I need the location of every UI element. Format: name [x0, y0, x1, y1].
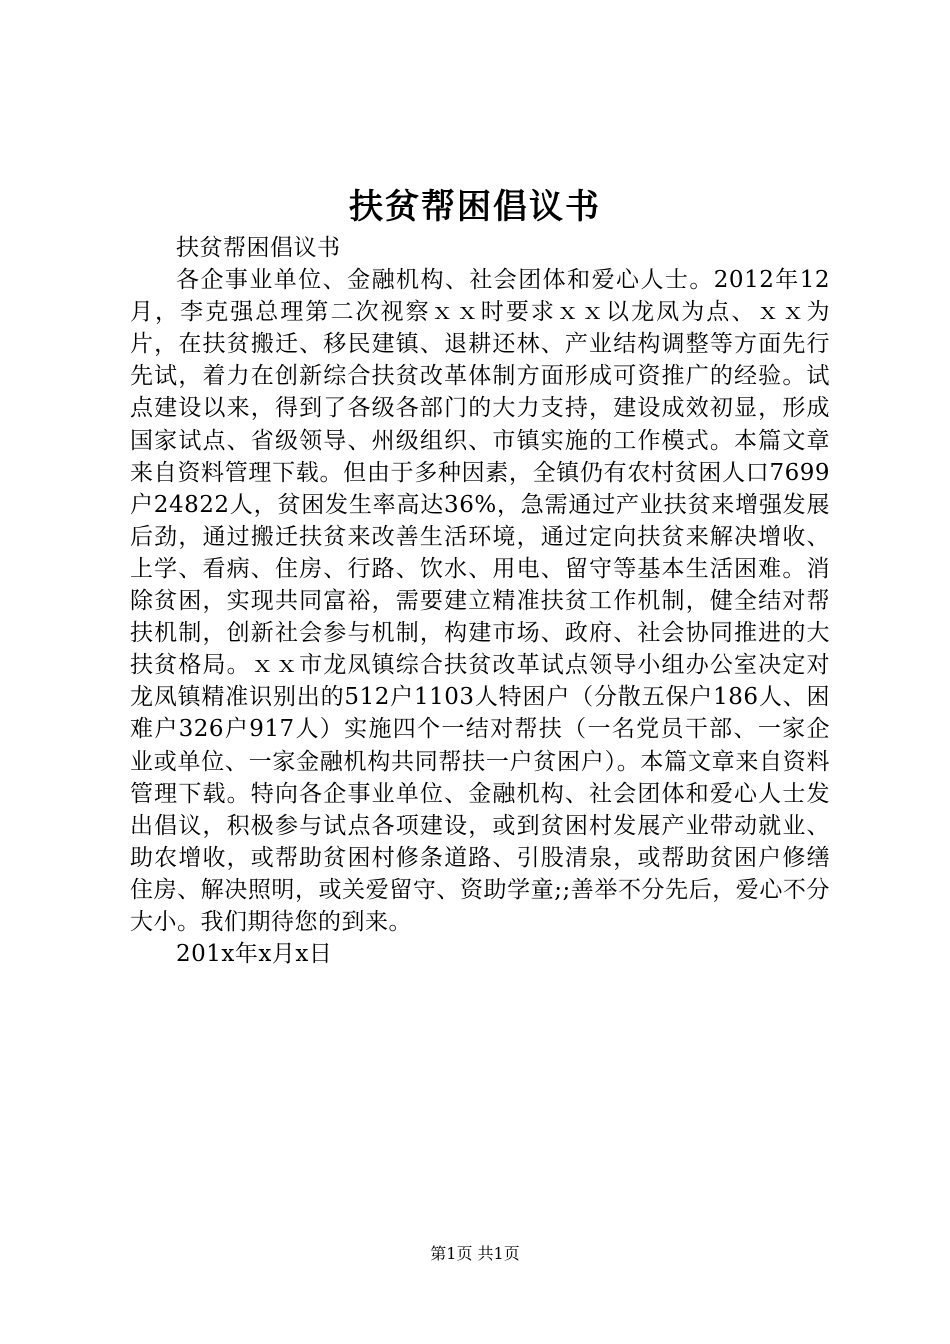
subtitle-paragraph: 扶贫帮困倡议书 [176, 235, 341, 261]
main-paragraph: 各企事业单位、金融机构、社会团体和爱心人士。2012年12月，李克强总理第二次视察ｘｘ时要求ｘｘ以龙凤为点、ｘｘ为片，在扶贫搬迁、移民建镇、退耕还林、产业结构调整等方面先行先试，着力在创新综合扶贫改革体制方面形成可资推广的经验。试点建设以来，得到了各级各部门的大力支持，建设成效初显，形成国家试点、省级领导、州级组织、市镇实施的工作模式。本篇文章来自资料管理下载。但由于多种因素，全镇仍有农村贫困人口7699户24822人，贫困发生率高达36%，急需通过产业扶贫来增强发展后劲，通过搬迁扶贫来改善生活环境，通过定向扶贫来解决增收、上学、看病、住房、行路、饮水、用电、留守等基本生活困难。消除贫困，实现共同富裕，需要建立精准扶贫工作机制，健全结对帮扶机制，创新社会参与机制，构建市场、政府、社会协同推进的大扶贫格局。ｘｘ市龙凤镇综合扶贫改革试点领导小组办公室决定对龙凤镇精准识别出的512户1103人特困户（分散五保户186人、困难户326户917人）实施四个一结对帮扶（一名党员干部、一家企业或单位、一家金融机构共同帮扶一户贫困户）。本篇文章来自资料管理下载。特向各企事业单位、金融机构、社会团体和爱心人士发出倡议，积极参与试点各项建设，或到贫困村发展产业带动就业、助农增收，或帮助贫困村修条道路、引股清泉，或帮助贫困户修缮住房、解决照明，或关爱留守、资助学童;;善举不分先后，爱心不分大小。我们期待您的到来。 [130, 267, 830, 935]
date-paragraph: 201x年x月x日 [176, 941, 333, 968]
document-body [130, 232, 830, 970]
document-title: 扶贫帮困倡议书 [349, 187, 601, 227]
page-footer: 第1页 共1页 [430, 1244, 520, 1263]
